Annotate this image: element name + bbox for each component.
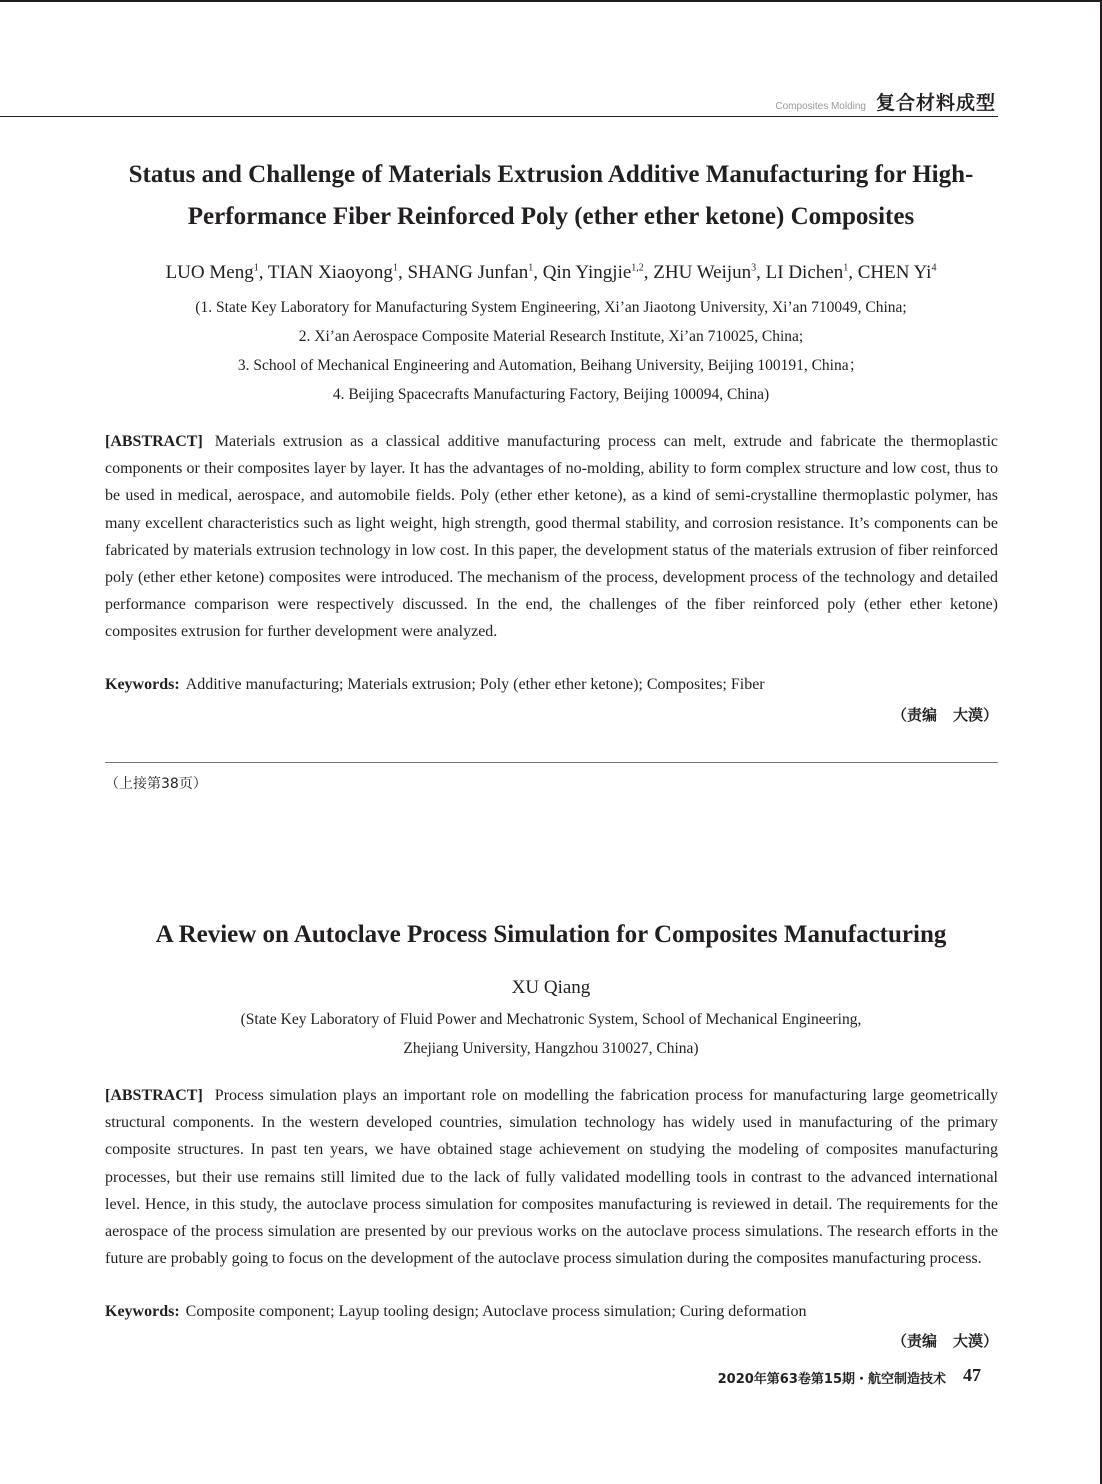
article1-editor-role: （责编	[891, 706, 937, 724]
article2-abstract	[105, 1082, 998, 1272]
article1-abstract-text: Materials extrusion as a classical additive manufacturing process can melt, extrude and fabricate the thermoplastic components or their composites layer by layer. It has the advantages of no-molding, ability to form complex structure and low cost, thus to be used in medical, aerospace, and automobile fields. Poly (ether ether ketone), as a kind of semi-crystalline thermoplastic polymer, has many excellent characteristics such as light weight, high strength, good thermal stability, and corrosion resistance. It’s components can be fabricated by materials extrusion technology in low cost. In this paper, the development status of the materials extrusion of fiber reinforced poly (ether ether ketone) composites were introduced. The mechanism of the process, development process of the technology and detailed performance comparison were respectively discussed. In the end, the challenges of the fiber reinforced poly (ether ether ketone) composites extrusion for further development were analyzed.	[105, 433, 998, 641]
author-name: Qin Yingjie	[542, 262, 632, 283]
article2-keywords	[105, 1303, 998, 1321]
article1-abstract	[105, 428, 998, 646]
article1-title	[60, 154, 1042, 238]
article1-editor	[892, 704, 998, 725]
article2-title: A Review on Autoclave Process Simulation for Composites Manufacturing	[155, 921, 947, 948]
article1-affiliations	[60, 293, 1042, 409]
article1-affiliation-1: (1. State Key Laboratory for Manufacturing System Engineering, Xi’an Jiaotong University, Xi’an 710049, China;	[195, 299, 907, 316]
article1-keywords-text: Additive manufacturing; Materials extrusion; Poly (ether ether ketone); Composites; Fiber	[185, 676, 765, 693]
author-name: CHEN Yi	[857, 262, 932, 283]
article2-author: XU Qiang	[511, 977, 591, 998]
author-affiliation-mark: 1	[253, 262, 259, 274]
author-affiliation-mark: 3	[751, 262, 757, 274]
article1-keywords-label: Keywords:	[105, 676, 180, 693]
continued-from-note: （上接第38页）	[105, 776, 207, 792]
article2-affiliations	[60, 1005, 1042, 1063]
footer-issue: 2020年第63卷第15期・航空制造技术	[717, 1372, 946, 1387]
author-name: ZHU Weijun	[653, 262, 752, 283]
article1-affiliation-4: 4. Beijing Spacecrafts Manufacturing Factory, Beijing 100094, China)	[332, 386, 770, 403]
journal-section-en: Composites Molding	[775, 101, 866, 112]
article2-keywords-label: Keywords:	[105, 1303, 180, 1320]
author-name: SHANG Junfan	[407, 262, 529, 283]
page-number: 47	[963, 1365, 981, 1385]
article2-editor-role: （责编	[891, 1332, 937, 1350]
author-affiliation-mark: 4	[931, 262, 937, 274]
article2-editor	[892, 1330, 998, 1351]
author-affiliation-mark: 1	[843, 262, 849, 274]
journal-section-zh: 复合材料成型	[875, 92, 996, 114]
article2-keywords-text: Composite component; Layup tooling design; Autoclave process simulation; Curing deformation	[185, 1303, 807, 1320]
article2-abstract-text: Process simulation plays an important role on modelling the fabrication process for manufacturing large geometrically structural components. In the western developed countries, simulation technology has widely used in manufacturing of the primary composite structures. In past ten years, we have obtained stage achievement on studying the modeling of composites manufacturing processes, but their use remains still limited due to the lack of fully validated modelling tools in contrast to the advanced international level. Hence, in this study, the autoclave process simulation for composites manufacturing is reviewed in detail. The requirements for the aerospace of the process simulation are presented by our previous works on the autoclave process simulations. The research efforts in the future are probably going to focus on the development of the autoclave process simulation during the composites manufacturing process.	[105, 1087, 998, 1268]
author-name: TIAN Xiaoyong	[267, 262, 393, 283]
article1-editor-name: 大漠）	[952, 706, 998, 724]
article1-title-line2: Performance Fiber Reinforced Poly (ether ether ketone) Composites	[187, 203, 915, 230]
article2-editor-name: 大漠）	[952, 1332, 998, 1350]
article1-authors: LUO Meng$^1$, TIAN Xiaoyong$^1$, SHANG Junfan$^1$, Qin Yingjie$^{1,2}$, ZHU Weijun$^3$, LI Dichen$^1$, CHEN Yi$^4$	[165, 262, 937, 283]
running-header	[0, 86, 998, 117]
author-affiliation-mark: 1,2	[631, 262, 644, 274]
article1-title-line1: Status and Challenge of Materials Extrusion Additive Manufacturing for High-	[128, 161, 974, 188]
article2-abstract-label: [ABSTRACT]	[105, 1087, 203, 1104]
article1-keywords	[105, 676, 998, 694]
author-affiliation-mark: 1	[392, 262, 398, 274]
author-name: LI Dichen	[765, 262, 844, 283]
article1-affiliation-3: 3. School of Mechanical Engineering and Automation, Beihang University, Beijing 100191, China；	[237, 357, 865, 374]
author-name: LUO Meng	[165, 262, 254, 283]
article2-affiliation-1: (State Key Laboratory of Fluid Power and Mechatronic System, School of Mechanical Engineering,	[240, 1011, 862, 1028]
author-affiliation-mark: 1	[528, 262, 534, 274]
section-divider	[105, 762, 998, 763]
article1-affiliation-2: 2. Xi’an Aerospace Composite Material Research Institute, Xi’an 710025, China;	[298, 328, 804, 345]
article1-abstract-label: [ABSTRACT]	[105, 433, 203, 450]
article2-affiliation-2: Zhejiang University, Hangzhou 310027, China)	[403, 1040, 699, 1057]
